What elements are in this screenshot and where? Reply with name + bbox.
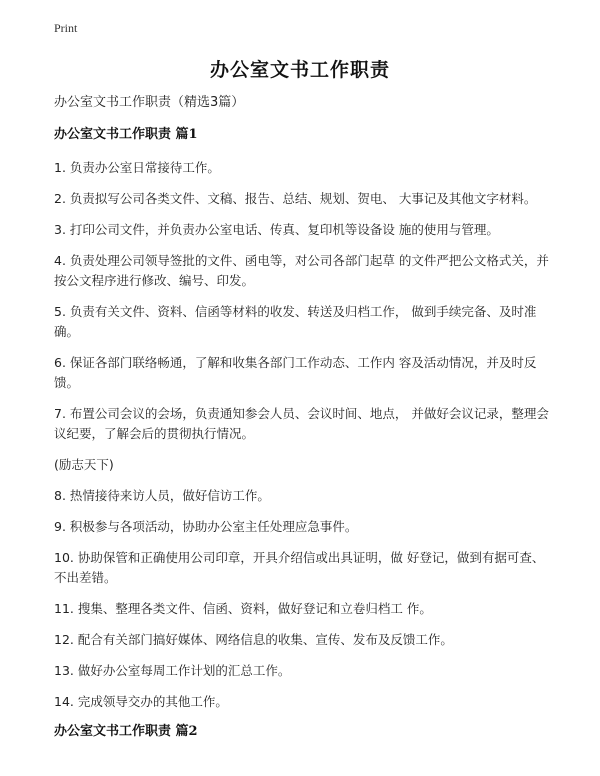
print-label: Print — [54, 21, 78, 35]
list-item: 2. 负责拟写公司各类文件、文稿、报告、总结、规划、贺电、 大事记及其他文字材料。 — [54, 191, 537, 206]
list-item: 12. 配合有关部门搞好媒体、网络信息的收集、宣传、发布及反馈工作。 — [54, 632, 453, 647]
list-item: 5. 负责有关文件、资料、信函等材料的收发、转送及归档工作， 做到手续完备、及时准确。 — [54, 304, 537, 339]
document-subtitle: 办公室文书工作职责（精选3篇） — [54, 95, 245, 110]
source-note: (励志天下) — [54, 457, 114, 472]
list-item: 14. 完成领导交办的其他工作。 — [54, 694, 228, 709]
list-item: 3. 打印公司文件，并负责办公室电话、传真、复印机等设备设 施的使用与管理。 — [54, 222, 499, 237]
section-heading-1: 办公室文书工作职责 篇1 — [54, 127, 198, 142]
list-item: 13. 做好办公室每周工作计划的汇总工作。 — [54, 663, 291, 678]
list-item: 6. 保证各部门联络畅通，了解和收集各部门工作动态、工作内 容及活动情况，并及时反馈。 — [54, 355, 537, 390]
section-heading-2: 办公室文书工作职责 篇2 — [54, 724, 198, 739]
list-item: 9. 积极参与各项活动，协助办公室主任处理应急事件。 — [54, 519, 358, 534]
list-item: 10. 协助保管和正确使用公司印章，开具介绍信或出具证明，做 好登记，做到有据可查、不出差错。 — [54, 550, 545, 585]
list-item: 11. 搜集、整理各类文件、信函、资料，做好登记和立卷归档工 作。 — [54, 601, 432, 616]
list-item: 1. 负责办公室日常接待工作。 — [54, 160, 220, 175]
list-item: 8. 热情接待来访人员，做好信访工作。 — [54, 488, 270, 503]
list-item: 4. 负责处理公司领导签批的文件、函电等，对公司各部门起草 的文件严把公文格式关，并按公文程序进行修改、编号、印发。 — [54, 253, 549, 288]
list-item: 7. 布置公司会议的会场，负责通知参会人员、会议时间、地点， 并做好会议记录，整理会议纪要，了解会后的贯彻执行情况。 — [54, 406, 549, 441]
document-title: 办公室文书工作职责 — [209, 59, 390, 81]
document-body — [54, 94, 554, 755]
